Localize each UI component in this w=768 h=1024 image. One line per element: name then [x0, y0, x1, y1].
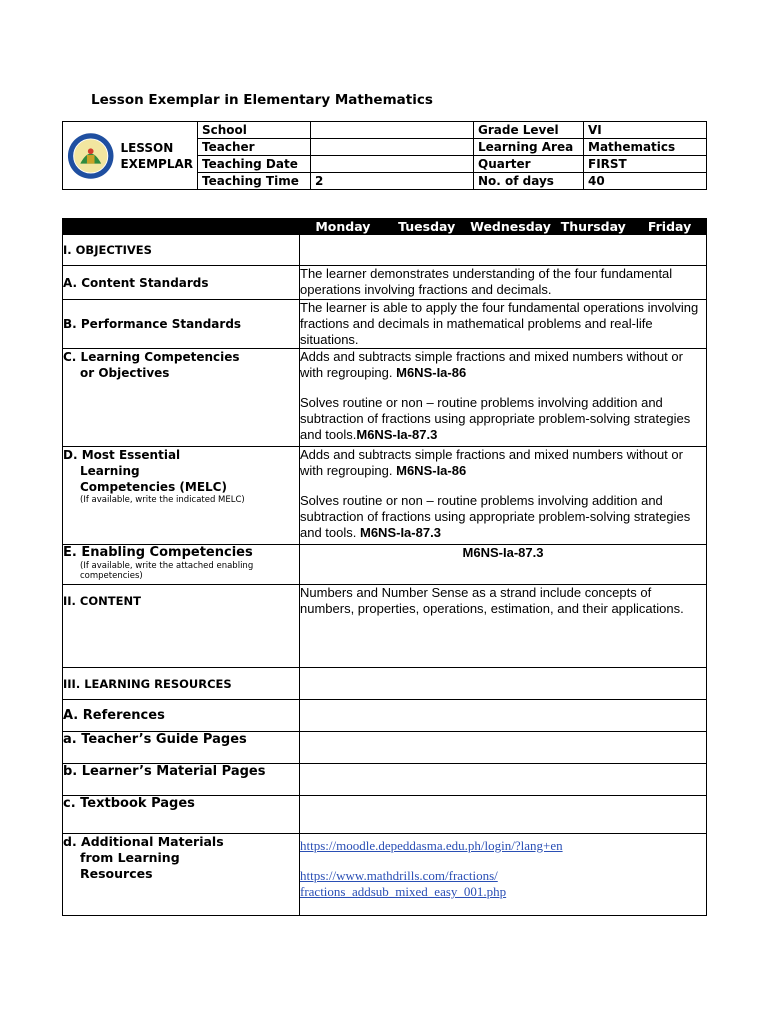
label-textbook-pages: c. Textbook Pages: [63, 796, 300, 834]
competencies-line2: or Objectives: [80, 366, 170, 380]
melc-text2: Solves routine or non – routine problems involving addition and subtraction of fractions using appropriate problem-solving strategies and tools.: [300, 493, 691, 540]
logo-text-lesson: LESSON: [120, 140, 174, 155]
header-value: [311, 122, 474, 139]
header-label: Teacher: [198, 139, 311, 156]
additional-line3: Resources: [80, 866, 153, 881]
melc-code2: M6NS-Ia-87.3: [360, 525, 441, 540]
header-label: Teaching Time: [198, 173, 311, 190]
header-value: 2: [311, 173, 474, 190]
competencies-line1: C. Learning Competencies: [63, 350, 240, 364]
day-tuesday: Tuesday: [398, 219, 456, 234]
section-content: II. CONTENT: [63, 585, 300, 668]
competencies-text2: Solves routine or non – routine problems involving addition and subtraction of fractions using appropriate problem-solving strategies and tools.: [300, 395, 691, 442]
lesson-table: [62, 218, 707, 916]
day-monday: Monday: [315, 219, 371, 234]
label-content-standards: A. Content Standards: [63, 266, 300, 300]
header-value: 40: [584, 173, 707, 190]
additional-line2: from Learning: [80, 850, 180, 865]
header-value: FIRST: [584, 156, 707, 173]
content-standards-text: The learner demonstrates understanding of the four fundamental operations involving fractions and decimals.: [300, 266, 707, 300]
label-performance-standards: B. Performance Standards: [63, 300, 300, 349]
label-additional-materials: [63, 834, 300, 916]
header-label: Teaching Date: [198, 156, 311, 173]
days-header-row: [63, 219, 707, 235]
day-wednesday: Wednesday: [470, 219, 551, 234]
header-label: No. of days: [474, 173, 584, 190]
header-label: Grade Level: [474, 122, 584, 139]
melc-line2: Learning: [80, 464, 140, 478]
melc-text1: Adds and subtracts simple fractions and mixed numbers without or with regrouping.: [300, 447, 683, 478]
header-value: VI: [584, 122, 707, 139]
additional-line1: d. Additional Materials: [63, 834, 224, 849]
label-references: A. References: [63, 700, 300, 732]
section-learning-resources: III. LEARNING RESOURCES: [63, 668, 300, 700]
label-melc: [63, 447, 300, 545]
header-value: [311, 156, 474, 173]
logo-text-exemplar: EXEMPLAR: [120, 156, 193, 171]
enabling-line: E. Enabling Competencies: [63, 545, 253, 560]
melc-line1: D. Most Essential: [63, 448, 181, 462]
competencies-text1: Adds and subtracts simple fractions and mixed numbers without or with regrouping.: [300, 349, 683, 380]
day-thursday: Thursday: [560, 219, 626, 234]
header-label: Quarter: [474, 156, 584, 173]
page-title: Lesson Exemplar in Elementary Mathematics: [91, 92, 433, 108]
division-seal-icon: [67, 131, 114, 181]
day-friday: Friday: [647, 219, 692, 234]
melc-text: [300, 447, 707, 545]
link-moodle[interactable]: https://moodle.depeddasma.edu.ph/login/?lang+en: [300, 838, 563, 853]
performance-standards-text: The learner is able to apply the four fundamental operations involving fractions and decimals in mathematical problems and real-life situations.: [300, 300, 707, 349]
header-table: [62, 121, 707, 190]
header-value: Mathematics: [584, 139, 707, 156]
competencies-code1: M6NS-Ia-86: [396, 365, 467, 380]
melc-note: (If available, write the indicated MELC): [80, 495, 245, 505]
label-learning-competencies: [63, 349, 300, 447]
section-objectives: I. OBJECTIVES: [63, 235, 300, 266]
header-value: [311, 139, 474, 156]
melc-code1: M6NS-Ia-86: [396, 463, 467, 478]
competencies-text: [300, 349, 707, 447]
link-mathdrills-2[interactable]: fractions_addsub_mixed_easy_001.php: [300, 884, 507, 899]
enabling-note: (If available, write the attached enabling competencies): [80, 561, 254, 581]
logo-cell: [63, 122, 198, 190]
label-teachers-guide: a. Teacher’s Guide Pages: [63, 732, 300, 764]
link-mathdrills-1[interactable]: https://www.mathdrills.com/fractions/: [300, 868, 498, 883]
label-learners-material: b. Learner’s Material Pages: [63, 764, 300, 796]
label-enabling: [63, 545, 300, 585]
header-label: School: [198, 122, 311, 139]
header-label: Learning Area: [474, 139, 584, 156]
enabling-code: M6NS-Ia-87.3: [462, 545, 544, 560]
content-text: Numbers and Number Sense as a strand include concepts of numbers, properties, operations, estimation, and their applications.: [300, 585, 707, 668]
competencies-code2: M6NS-Ia-87.3: [356, 427, 438, 442]
melc-line3: Competencies (MELC): [80, 480, 227, 494]
